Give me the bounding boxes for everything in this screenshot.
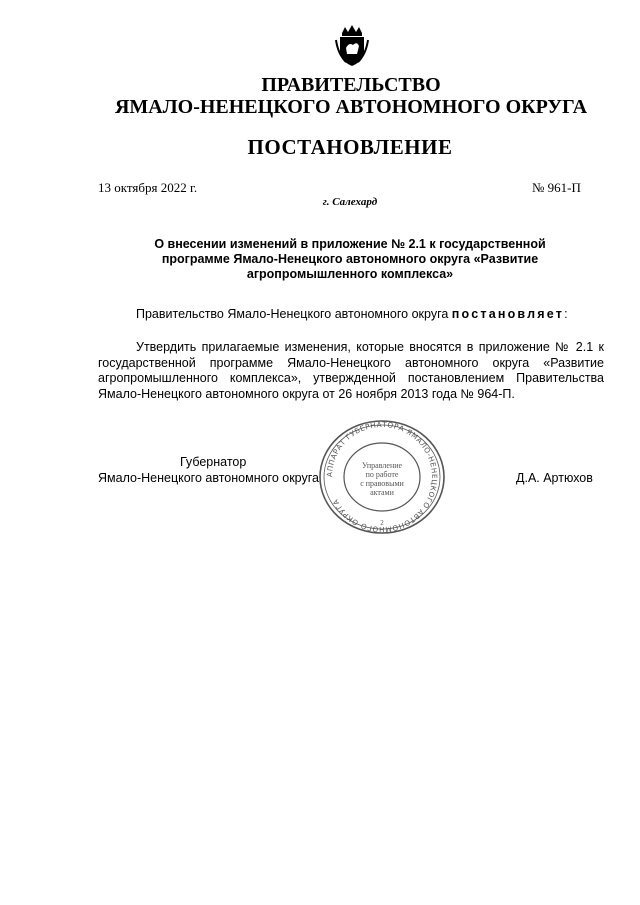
subject-line1: О внесении изменений в приложение № 2.1 к государственной	[154, 237, 546, 251]
document-city: г. Салехард	[322, 196, 378, 208]
document-number: № 961-П	[532, 180, 581, 195]
preamble-tail: :	[564, 307, 568, 321]
stamp-center-line1: Управление	[361, 461, 403, 470]
official-stamp	[316, 418, 448, 536]
signature-title-line2: Ямало-Ненецкого автономного округа	[98, 471, 319, 485]
government-title-line2: ЯМАЛО-НЕНЕЦКОГО АВТОНОМНОГО ОКРУГА	[114, 96, 588, 118]
government-title	[0, 74, 640, 118]
preamble-text: Правительство Ямало-Ненецкого автономного округа	[136, 307, 452, 321]
preamble-emphasis: постановляет	[451, 307, 565, 321]
stamp-center-line2: по работе	[365, 470, 399, 479]
coat-of-arms-icon	[332, 24, 372, 68]
subject-line2: программе Ямало-Ненецкого автономного округа «Развитие	[161, 252, 539, 266]
stamp-center-line4: актами	[370, 488, 394, 497]
body-paragraph: Утвердить прилагаемые изменения, которые вносятся в приложение № 2.1 к государственной программе Ямало-Ненецкого автономного округа «Развитие агропромышленного комплекса», утвержденной постановлением Правительства Ямало-Ненецкого автономного округа от 26 ноября 2013 года № 964-П.	[98, 340, 604, 401]
stamp-center-line3: с правовыми	[360, 479, 404, 488]
signature-title-line1: Губернатор	[180, 455, 247, 469]
stamp-bottom-mark: 2	[380, 519, 384, 527]
document-type: ПОСТАНОВЛЕНИЕ	[247, 135, 453, 159]
signature-name: Д.А. Артюхов	[516, 471, 593, 485]
stamp-outer-ring-text: АППАРАТ ГУБЕРНАТОРА ЯМАЛО-НЕНЕЦКОГО АВТОНОМНОГО ОКРУГА	[324, 419, 440, 535]
subject-line3: агропромышленного комплекса»	[246, 267, 454, 281]
document-date: 13 октября 2022 г.	[98, 180, 198, 195]
preamble	[136, 307, 606, 321]
government-title-line1: ПРАВИТЕЛЬСТВО	[261, 74, 441, 96]
document-subject	[130, 237, 570, 282]
